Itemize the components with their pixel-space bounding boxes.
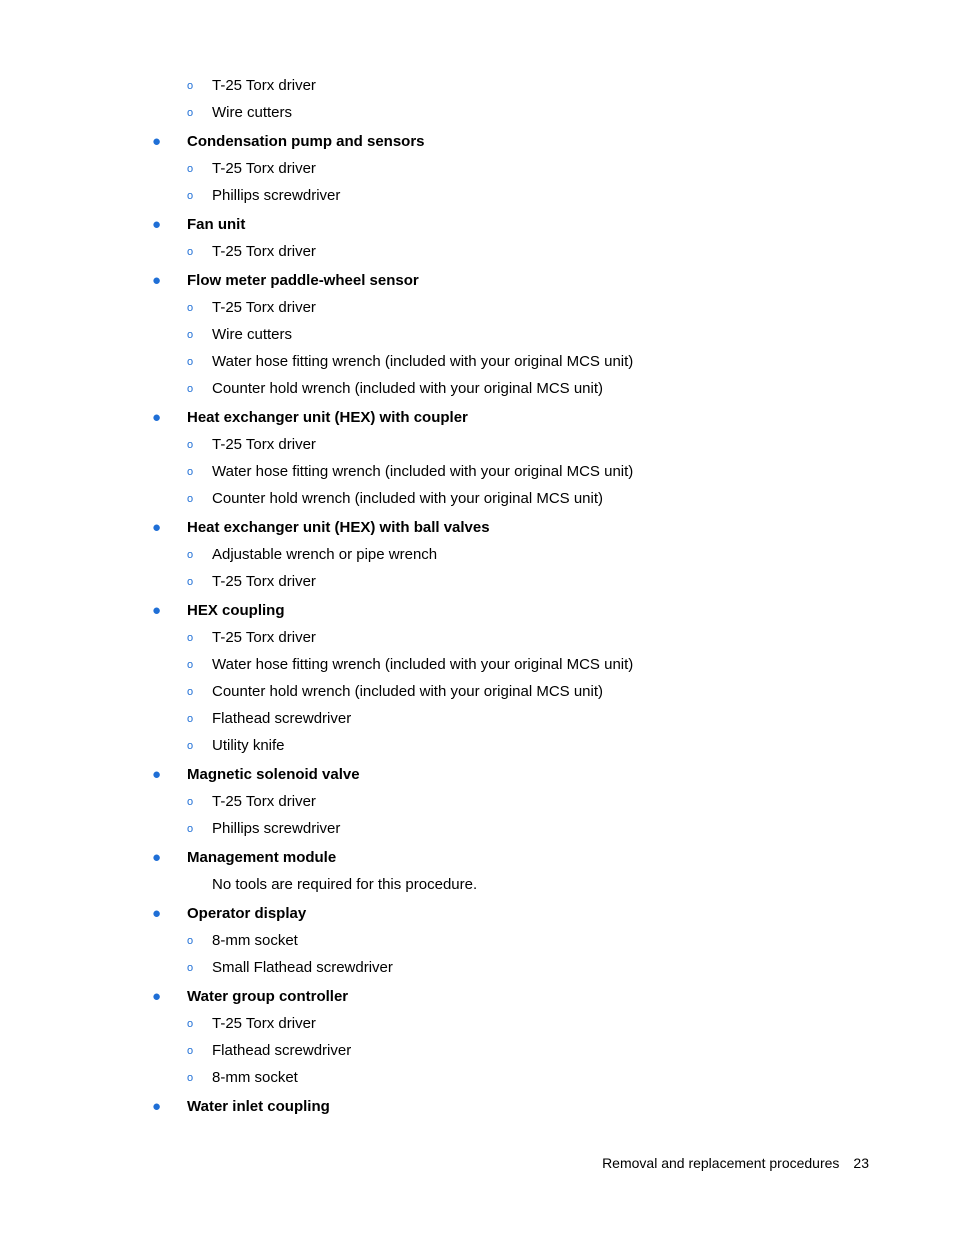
list-item-tool (0, 927, 954, 954)
list-item-text: Condensation pump and sensors (187, 133, 425, 150)
sub-bullet-icon: o (187, 659, 194, 671)
list-item-component (0, 900, 954, 927)
list-item-text: 8-mm socket (212, 1069, 298, 1086)
sub-bullet-icon: o (187, 935, 194, 947)
list-item-component (0, 404, 954, 431)
list-item-text: T-25 Torx driver (212, 793, 316, 810)
list-item-note (0, 871, 954, 898)
list-item-text: No tools are required for this procedure. (212, 876, 478, 893)
bullet-icon: ● (152, 905, 162, 922)
list-item-text: Operator display (187, 905, 307, 922)
list-item-text: Counter hold wrench (included with your original MCS unit) (212, 380, 604, 397)
list-item-text: Magnetic solenoid valve (187, 766, 360, 783)
sub-bullet-icon: o (187, 80, 194, 92)
list-item-tool (0, 568, 954, 595)
list-item-tool (0, 651, 954, 678)
list-item-tool (0, 72, 954, 99)
sub-bullet-icon: o (187, 1018, 194, 1030)
list-item-tool (0, 238, 954, 265)
sub-bullet-icon: o (187, 163, 194, 175)
sub-bullet-icon: o (187, 549, 194, 561)
sub-bullet-icon: o (187, 439, 194, 451)
list-item-text: Counter hold wrench (included with your original MCS unit) (212, 683, 604, 700)
list-item-tool (0, 375, 954, 402)
bullet-icon: ● (152, 849, 162, 866)
list-item-text: Flow meter paddle-wheel sensor (187, 272, 419, 289)
list-item-tool (0, 458, 954, 485)
list-item-text: Adjustable wrench or pipe wrench (212, 546, 438, 563)
list-item-text: Phillips screwdriver (212, 187, 341, 204)
sub-bullet-icon: o (187, 1072, 194, 1084)
bullet-icon: ● (152, 519, 162, 536)
sub-bullet-icon: o (187, 576, 194, 588)
list-item-tool (0, 1010, 954, 1037)
list-item-component (0, 761, 954, 788)
list-item-text: Flathead screwdriver (212, 710, 352, 727)
list-item-component (0, 844, 954, 871)
sub-bullet-icon: o (187, 713, 194, 725)
list-item-tool (0, 321, 954, 348)
list-item-text: Water hose fitting wrench (included with your original MCS unit) (212, 353, 634, 370)
list-item-component (0, 128, 954, 155)
list-item-text: T-25 Torx driver (212, 436, 316, 453)
bullet-icon: ● (152, 216, 162, 233)
list-item-tool (0, 624, 954, 651)
list-item-tool (0, 705, 954, 732)
list-item-text: Water hose fitting wrench (included with your original MCS unit) (212, 463, 634, 480)
list-item-text: HEX coupling (187, 602, 285, 619)
list-item-text: Wire cutters (212, 104, 293, 121)
list-item-text: Phillips screwdriver (212, 820, 341, 837)
tool-list (0, 72, 954, 1120)
page-number: 23 (853, 1155, 869, 1171)
list-item-tool (0, 678, 954, 705)
list-item-text: Wire cutters (212, 326, 293, 343)
list-item-text: Heat exchanger unit (HEX) with coupler (187, 409, 468, 426)
sub-bullet-icon: o (187, 190, 194, 202)
list-item-text: T-25 Torx driver (212, 160, 316, 177)
list-item-text: T-25 Torx driver (212, 243, 316, 260)
sub-bullet-icon: o (187, 356, 194, 368)
sub-bullet-icon: o (187, 466, 194, 478)
page-footer (602, 1155, 869, 1171)
sub-bullet-icon: o (187, 796, 194, 808)
list-item-text: Water hose fitting wrench (included with your original MCS unit) (212, 656, 634, 673)
list-item-tool (0, 182, 954, 209)
list-item-tool (0, 485, 954, 512)
sub-bullet-icon: o (187, 302, 194, 314)
list-item-component (0, 267, 954, 294)
list-item-text: Water inlet coupling (187, 1098, 330, 1115)
list-item-component (0, 211, 954, 238)
bullet-icon: ● (152, 133, 162, 150)
list-item-text: Utility knife (212, 737, 285, 754)
list-item-text: Counter hold wrench (included with your original MCS unit) (212, 490, 604, 507)
list-item-tool (0, 348, 954, 375)
list-item-text: Heat exchanger unit (HEX) with ball valves (187, 519, 490, 536)
bullet-icon: ● (152, 409, 162, 426)
list-item-tool (0, 815, 954, 842)
list-item-tool (0, 732, 954, 759)
list-item-text: T-25 Torx driver (212, 573, 316, 590)
bullet-icon: ● (152, 988, 162, 1005)
bullet-icon: ● (152, 1098, 162, 1115)
list-item-text: Management module (187, 849, 337, 866)
list-item-tool (0, 431, 954, 458)
list-item-tool (0, 99, 954, 126)
sub-bullet-icon: o (187, 740, 194, 752)
bullet-icon: ● (152, 766, 162, 783)
list-item-text: Flathead screwdriver (212, 1042, 352, 1059)
list-item-text: T-25 Torx driver (212, 1015, 316, 1032)
sub-bullet-icon: o (187, 107, 194, 119)
bullet-icon: ● (152, 602, 162, 619)
list-item-component (0, 597, 954, 624)
list-item-component (0, 1093, 954, 1120)
sub-bullet-icon: o (187, 632, 194, 644)
list-item-text: Fan unit (187, 216, 246, 233)
list-item-tool (0, 788, 954, 815)
sub-bullet-icon: o (187, 686, 194, 698)
footer-section-title: Removal and replacement procedures (602, 1155, 840, 1171)
list-item-tool (0, 1064, 954, 1091)
list-item-text: T-25 Torx driver (212, 77, 316, 94)
sub-bullet-icon: o (187, 823, 194, 835)
list-item-text: T-25 Torx driver (212, 299, 316, 316)
sub-bullet-icon: o (187, 962, 194, 974)
list-item-tool (0, 541, 954, 568)
list-item-tool (0, 294, 954, 321)
list-item-text: Water group controller (187, 988, 349, 1005)
list-item-component (0, 983, 954, 1010)
bullet-icon: ● (152, 272, 162, 289)
sub-bullet-icon: o (187, 246, 194, 258)
list-item-text: T-25 Torx driver (212, 629, 316, 646)
list-item-tool (0, 1037, 954, 1064)
list-item-tool (0, 954, 954, 981)
list-item-component (0, 514, 954, 541)
sub-bullet-icon: o (187, 329, 194, 341)
list-item-text: 8-mm socket (212, 932, 298, 949)
list-item-tool (0, 155, 954, 182)
sub-bullet-icon: o (187, 493, 194, 505)
sub-bullet-icon: o (187, 383, 194, 395)
sub-bullet-icon: o (187, 1045, 194, 1057)
list-item-text: Small Flathead screwdriver (212, 959, 393, 976)
